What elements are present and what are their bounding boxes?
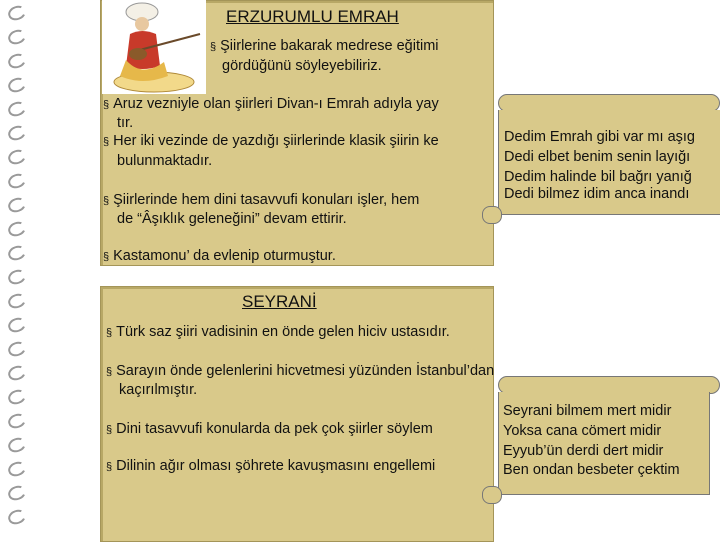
binding-ring — [6, 219, 28, 238]
bullet-item-cont: kaçırılmıştır. — [119, 382, 198, 398]
bullet-item-cont: de “Âşıklık geleneğini” devam ettirir. — [117, 211, 347, 227]
page-title: ERZURUMLU EMRAH — [226, 7, 399, 26]
bullet-item: § Dini tasavvufi konularda da pek çok şiirler söylem — [106, 421, 433, 437]
bullet-item: § Sarayın önde gelenlerini hicvetmesi yüzünden İstanbul’dan — [106, 363, 495, 379]
binding-ring — [6, 507, 28, 526]
binding-ring — [6, 339, 28, 358]
binding-ring — [6, 123, 28, 142]
binding-ring — [6, 99, 28, 118]
bullet-item-cont: bulunmaktadır. — [117, 153, 213, 169]
binding-ring — [6, 459, 28, 478]
minstrel-illustration — [102, 0, 206, 94]
poem-line: Eyyub’ün derdi dert midir — [503, 443, 664, 459]
binding-ring — [6, 27, 28, 46]
bullet-item: § Türk saz şiiri vadisinin en önde gelen hiciv ustasıdır. — [106, 324, 450, 340]
binding-ring — [6, 291, 28, 310]
binding-ring — [6, 3, 28, 22]
poem-line: Dedi bilmez idim anca inandı — [504, 186, 690, 202]
binding-ring — [6, 147, 28, 166]
binding-ring — [6, 171, 28, 190]
scroll-bottom-curl — [482, 486, 502, 504]
poem-line: Ben ondan besbeter çektim — [503, 462, 680, 478]
binding-ring — [6, 387, 28, 406]
poem-line: Dedim halinde bil bağrı yanığ — [504, 169, 692, 185]
binding-ring — [6, 75, 28, 94]
binding-ring — [6, 51, 28, 70]
binding-ring — [6, 483, 28, 502]
bullet-item: § Şiirlerinde hem dini tasavvufi konuları işler, hem — [103, 192, 420, 208]
binding-ring — [6, 315, 28, 334]
binding-ring — [6, 267, 28, 286]
intro-text: § Şiirlerine bakarak medrese eğitimi — [210, 38, 439, 54]
bullet-item-cont: tır. — [117, 115, 134, 131]
binding-ring — [6, 435, 28, 454]
binding-ring — [6, 195, 28, 214]
binding-ring — [6, 411, 28, 430]
spiral-binding — [0, 0, 44, 540]
poem-line: Dedi elbet benim senin layığı — [504, 149, 691, 165]
poem-line: Dedim Emrah gibi var mı aşıg — [504, 129, 695, 145]
bullet-item: § Aruz vezniyle olan şiirleri Divan-ı Emrah adıyla yay — [103, 96, 439, 112]
section-title: SEYRANİ — [242, 292, 317, 311]
bullet-item: § Kastamonu’ da evlenip oturmuştur. — [103, 248, 336, 264]
bullet-item: § Dilinin ağır olması şöhrete kavuşmasını engellemi — [106, 458, 436, 474]
binding-ring — [6, 363, 28, 382]
scroll-bottom-curl — [482, 206, 502, 224]
bullet-item: § Her iki vezinde de yazdığı şiirlerinde klasik şiirin ke — [103, 133, 439, 149]
poem-line: Seyrani bilmem mert midir — [503, 403, 672, 419]
binding-ring — [6, 243, 28, 262]
intro-text-cont: gördüğünü söyleyebiliriz. — [222, 58, 382, 74]
poem-line: Yoksa cana cömert midir — [503, 423, 662, 439]
